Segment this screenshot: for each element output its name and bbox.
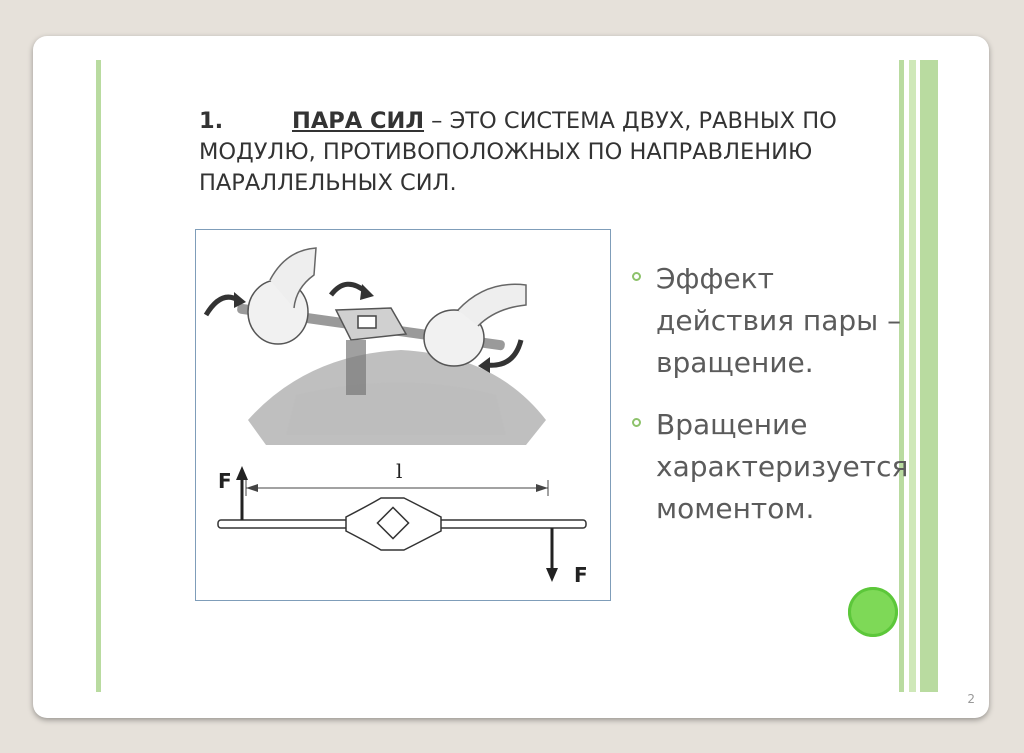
length-label: l — [396, 459, 403, 483]
slide-heading — [199, 106, 899, 199]
tap-wrench-figure — [195, 229, 611, 601]
bullet-item — [630, 404, 910, 530]
green-circle-decoration — [848, 587, 898, 637]
tap-wrench-illustration — [196, 230, 610, 600]
right-accent-bar-2 — [909, 60, 916, 692]
bullet-text: Эффект действия пары – вращение. — [656, 262, 902, 379]
bullet-item — [630, 258, 910, 384]
bullet-text: Вращение характеризуется моментом. — [656, 408, 909, 525]
heading-term: ПАРА СИЛ — [292, 108, 425, 134]
left-accent-bar — [96, 60, 101, 692]
right-accent-bar-3 — [920, 60, 938, 692]
heading-number: 1. — [199, 108, 224, 134]
heading-definition: – ЭТО СИСТЕМА ДВУХ, РАВНЫХ ПО МОДУЛЮ, ПРОТИВОПОЛОЖНЫХ ПО НАПРАВЛЕНИЮ ПАРАЛЛЕЛЬНЫХ СИЛ. — [199, 108, 837, 196]
bullet-list — [630, 258, 910, 550]
slide — [33, 36, 989, 718]
force-label-top: F — [218, 469, 232, 493]
page-number: 2 — [967, 692, 975, 706]
force-label-bottom: F — [574, 563, 588, 587]
bullet-dot-icon — [632, 418, 641, 427]
bullet-dot-icon — [632, 272, 641, 281]
